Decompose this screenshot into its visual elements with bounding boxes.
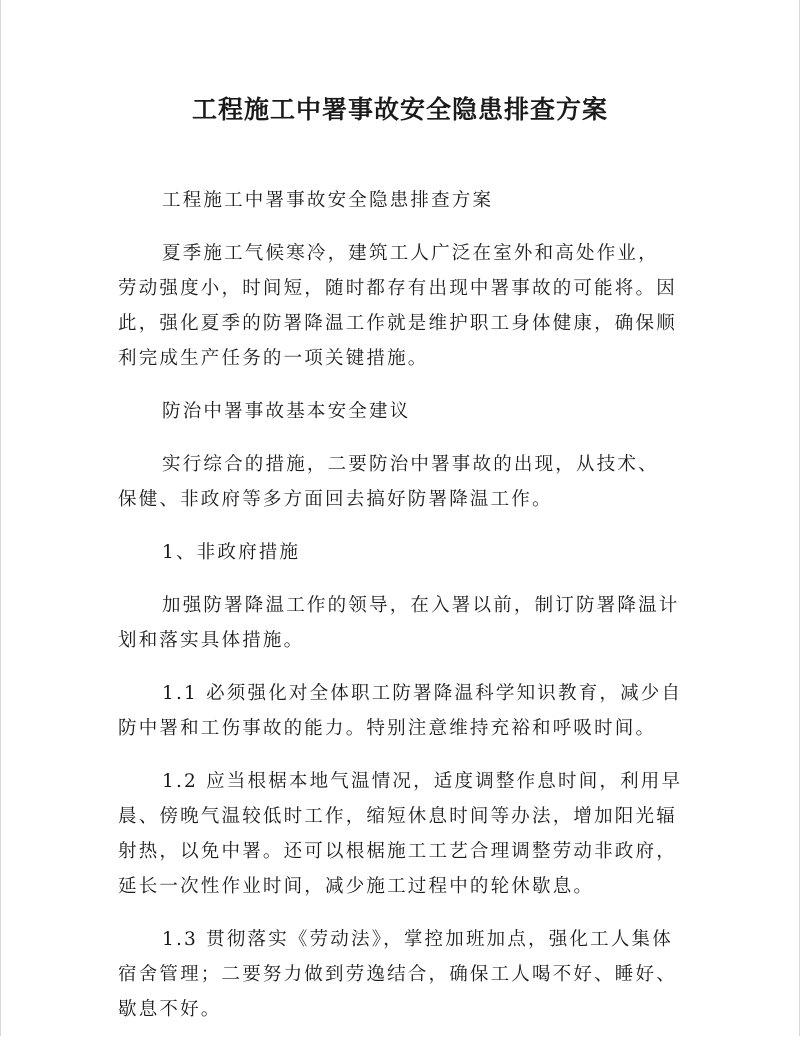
- section-heading: [118, 394, 688, 429]
- text-line: 夏季施工气候寒冷，建筑工人广泛在室外和高处作业，: [162, 243, 659, 264]
- section-heading: [118, 535, 688, 570]
- text-line: 延长一次性作业时间，减少施工过程中的轮休歇息。: [118, 876, 595, 897]
- text-line: 划和落实具体措施。: [118, 630, 305, 651]
- paragraph-item-1-1: [118, 676, 688, 746]
- paragraph-intro: [118, 236, 688, 376]
- text-line: 实行综合的措施，二要防治中署事故的出现，从技术、: [162, 454, 659, 475]
- text-line: 1、非政府措施: [162, 542, 301, 563]
- text-line: 加强防署降温工作的领导，在入署以前，制订防署降温计: [162, 595, 680, 616]
- paragraph-item-1-2: [118, 764, 688, 904]
- text-line: 1.2 应当根椐本地气温情况，适度调整作息时间，利用早: [162, 771, 683, 792]
- paragraph-measures: [118, 447, 688, 517]
- text-line: 1.3 贯彻落实《劳动法》，掌控加班加点，强化工人集体: [162, 929, 673, 950]
- paragraph-leadership: [118, 588, 688, 658]
- text-line: 晨、傍晚气温较低时工作，缩短休息时间等办法，增加阳光辐: [118, 806, 677, 827]
- text-line: 劳动强度小，时间短，随时都存有出现中署事故的可能将。因: [118, 278, 677, 299]
- text-line: 防中署和工伤事故的能力。特别注意维持充裕和呼吸时间。: [118, 718, 657, 739]
- paragraph-subtitle: [118, 183, 688, 218]
- text-line: 此，强化夏季的防署降温工作就是维护职工身体健康，确保顺: [118, 313, 677, 334]
- paragraph-item-1-3: [118, 922, 688, 1027]
- document-title: 工程施工中署事故安全隐患排查方案: [191, 95, 608, 124]
- text-line: 1.1 必须强化对全体职工防署降温科学知识教育，减少自: [162, 683, 683, 704]
- text-line: 利完成生产任务的一项关键措施。: [118, 348, 429, 369]
- document-body: [118, 183, 688, 1045]
- text-line: 宿舍管理；二要努力做到劳逸结合，确保工人喝不好、睡好、: [118, 964, 677, 985]
- text-line: 工程施工中署事故安全隐患排查方案: [162, 190, 494, 211]
- text-line: 射热，以免中署。还可以根椐施工工艺合理调整劳动非政府，: [118, 841, 677, 862]
- text-line: 歇息不好。: [118, 999, 222, 1020]
- text-line: 防治中署事故基本安全建议: [162, 401, 411, 422]
- text-line: 保健、非政府等多方面回去搞好防署降温工作。: [118, 489, 553, 510]
- page-edge-left: [0, 0, 1, 1036]
